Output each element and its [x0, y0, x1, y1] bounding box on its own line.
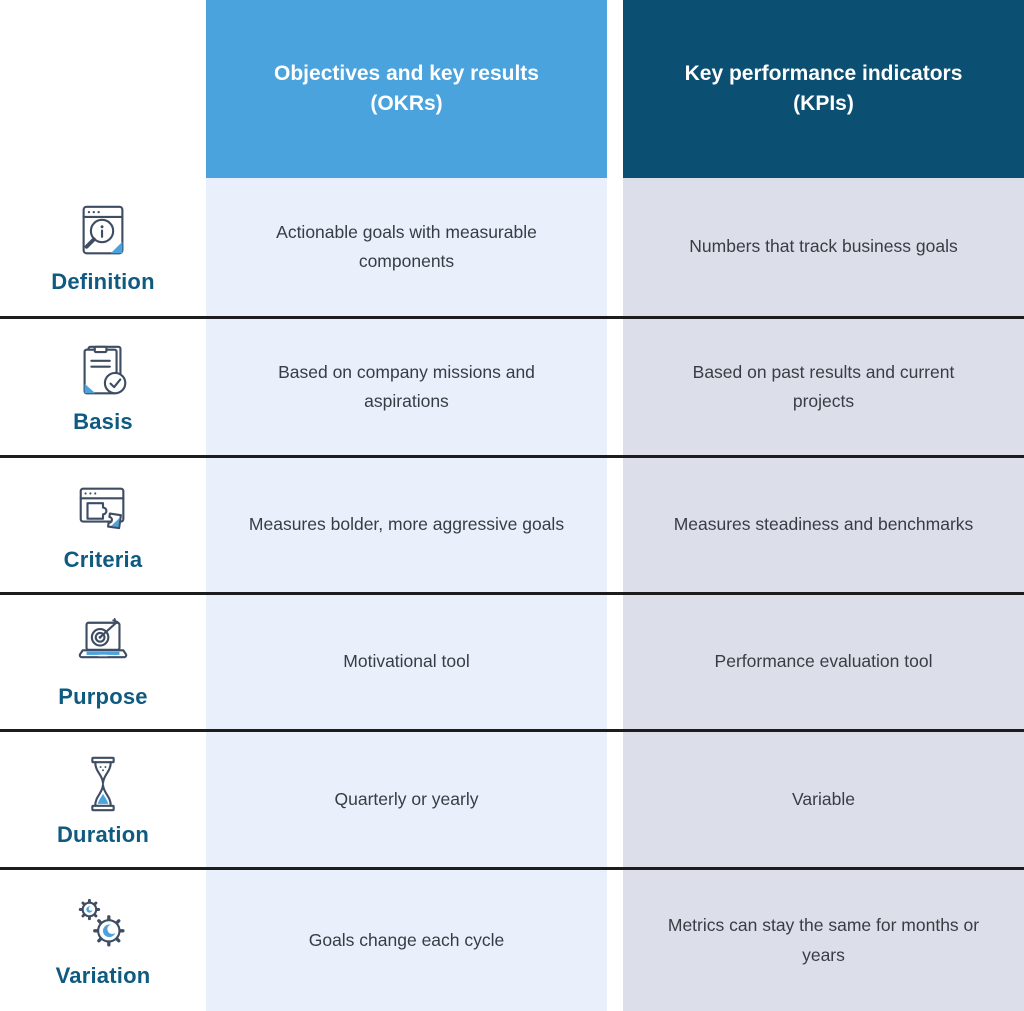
- search-info-window-icon: [71, 199, 135, 263]
- row-label: Criteria: [63, 547, 143, 572]
- column-gap: [607, 595, 623, 729]
- row-label: Purpose: [58, 684, 148, 709]
- row-label: Variation: [55, 962, 151, 988]
- column-gap: [607, 732, 623, 867]
- row-header-criteria: [0, 458, 206, 592]
- gears-icon: [71, 893, 135, 957]
- row-header-purpose: [0, 595, 206, 729]
- table-row-variation: [0, 867, 1024, 1011]
- okr-cell-duration: Quarterly or yearly: [206, 732, 607, 867]
- okr-header-line1: Objectives and key results: [274, 61, 539, 85]
- checklist-document-icon: [71, 339, 135, 403]
- table-row-definition: [0, 178, 1024, 316]
- kpi-cell-duration: Variable: [623, 732, 1024, 867]
- table-row-duration: [0, 729, 1024, 867]
- kpi-cell-purpose: Performance evaluation tool: [623, 595, 1024, 729]
- row-label: Definition: [51, 269, 155, 294]
- kpi-cell-basis: Based on past results and current projects: [623, 319, 1024, 455]
- header-spacer: [0, 0, 206, 178]
- kpi-cell-definition: Numbers that track business goals: [623, 178, 1024, 316]
- kpi-header-line2: (KPIs): [793, 92, 854, 115]
- row-label: Basis: [73, 409, 133, 434]
- row-label: Duration: [56, 821, 150, 847]
- target-laptop-icon: [71, 614, 135, 678]
- kpi-header-line1: Key performance indicators: [684, 61, 963, 85]
- okr-cell-purpose: Motivational tool: [206, 595, 607, 729]
- column-gap: [607, 870, 623, 1011]
- table-row-basis: [0, 316, 1024, 455]
- hourglass-icon: [71, 752, 135, 816]
- row-header-basis: [0, 319, 206, 455]
- row-header-definition: [0, 178, 206, 316]
- column-gap: [607, 178, 623, 316]
- row-header-duration: [0, 732, 206, 867]
- header-row: [0, 0, 1024, 178]
- puzzle-window-icon: [71, 477, 135, 541]
- okr-cell-criteria: Measures bolder, more aggressive goals: [206, 458, 607, 592]
- kpi-cell-criteria: Measures steadiness and benchmarks: [623, 458, 1024, 592]
- okr-cell-definition: Actionable goals with measurable components: [206, 178, 607, 316]
- okr-cell-basis: Based on company missions and aspirations: [206, 319, 607, 455]
- okr-header-line2: (OKRs): [370, 92, 443, 115]
- column-gap: [607, 319, 623, 455]
- column-gap: [607, 0, 623, 178]
- row-header-variation: [0, 870, 206, 1011]
- okr-cell-variation: Goals change each cycle: [206, 870, 607, 1011]
- table-row-purpose: [0, 592, 1024, 729]
- okr-column-header: [206, 0, 607, 178]
- table-row-criteria: [0, 455, 1024, 592]
- column-gap: [607, 458, 623, 592]
- kpi-column-header: [623, 0, 1024, 178]
- kpi-cell-variation: Metrics can stay the same for months or years: [623, 870, 1024, 1011]
